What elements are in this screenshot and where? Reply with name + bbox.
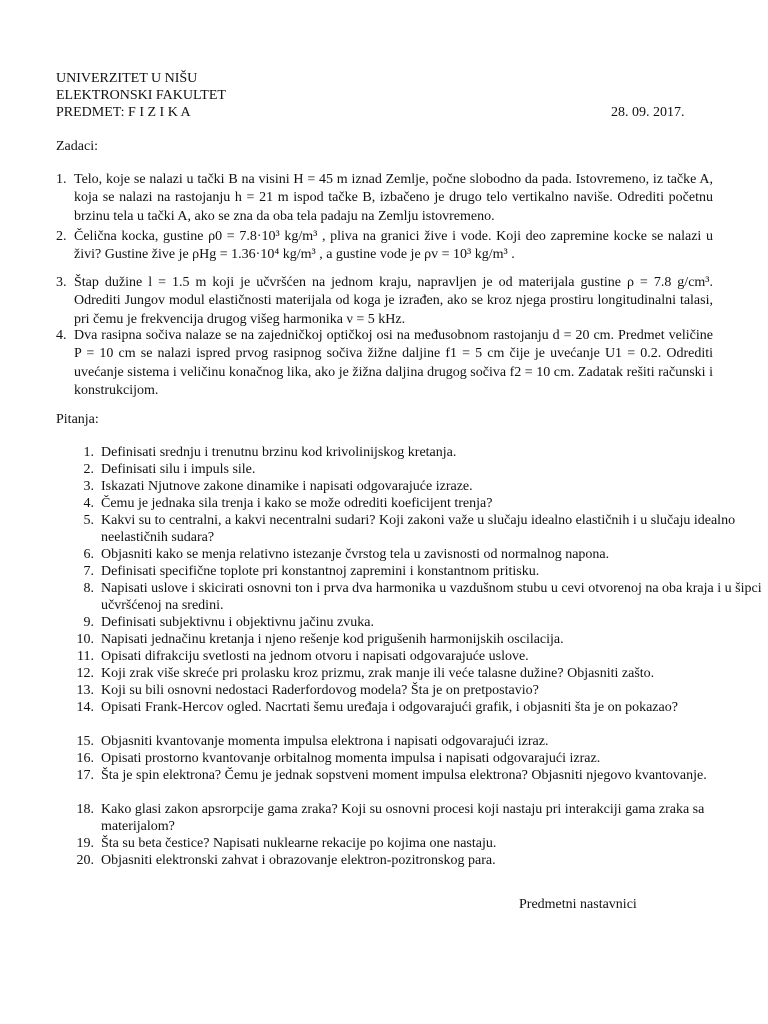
question-text: Napisati jednačinu kretanja i njeno rešenje kod prigušenih harmonijskih oscilacija. <box>101 632 564 647</box>
task-item <box>56 171 713 226</box>
question-number: 17. <box>76 768 94 783</box>
question-text: Koji zrak više skreće pri prolasku kroz prizmu, zrak manje ili veće talasne dužine? Objasniti zašto. <box>101 666 655 681</box>
question-text: Kakvi su to centralni, a kakvi necentralni sudari? Koji zakoni važe u slučaju idealno elastičnih i u slučaju idealno neelastičnih sudara? <box>101 513 736 545</box>
question-text: Opisati Frank-Hercov ogled. Nacrtati šemu uređaja i odgovarajući grafik, i objasniti šta je on pokazao? <box>101 700 678 715</box>
subject-line: PREDMET: F I Z I K A <box>56 105 191 120</box>
task-number: 2. <box>56 229 67 244</box>
question-number: 15. <box>76 734 94 749</box>
question-number: 3. <box>83 479 94 494</box>
faculty-name: ELEKTRONSKI FAKULTET <box>56 88 226 103</box>
exam-date: 28. 09. 2017. <box>611 105 685 120</box>
question-text: Definisati subjektivnu i objektivnu jačinu zvuka. <box>101 615 374 630</box>
question-text: Kako glasi zakon apsrorpcije gama zraka? Koji su osnovni procesi koji nastaju pri interakciji gama zraka sa materijalom? <box>101 802 705 834</box>
question-text: Opisati difrakciju svetlosti na jednom otvoru i napisati odgovarajuće uslove. <box>101 649 529 664</box>
question-text: Šta su beta čestice? Napisati nuklearne rekacije po kojima one nastaju. <box>101 836 497 851</box>
question-number: 8. <box>83 581 94 596</box>
question-number: 14. <box>76 700 94 715</box>
university-name: UNIVERZITET U NIŠU <box>56 71 198 86</box>
task-text: Telo, koje se nalazi u tački B na visini H = 45 m iznad Zemlje, počne slobodno da pada. Istovremeno, iz tačke A, koja se nalazi na rastojanju h = 21 m ispod tačke B, izbačeno je drugo telo vertikalno naviše. Odrediti početnu brzinu tela u tački A, ako se zna da oba tela padaju na Zemlju istovremeno. <box>74 172 713 224</box>
question-number: 4. <box>83 496 94 511</box>
question-text: Definisati srednju i trenutnu brzinu kod krivolinijskog kretanja. <box>101 445 457 460</box>
question-text: Iskazati Njutnove zakone dinamike i napisati odgovarajuće izraze. <box>101 479 473 494</box>
task-number: 4. <box>56 328 67 343</box>
task-text: Dva rasipna sočiva nalaze se na zajedničkoj optičkoj osi na međusobnom rastojanju d = 20 cm. Predmet veličine P = 10 cm se nalazi ispred prvog rasipnog sočiva žižne daljine f1 = 5 cm čije je uvećanje U1 = 0.2. Odrediti uvećanje sistema i veličinu konačnog lika, ako je žižna daljina drugog sočiva f2 = 10 cm. Zadatak rešiti računski i konstrukcijom. <box>74 328 713 398</box>
question-text: Definisati specifične toplote pri konstantnoj zapremini i konstantnom pritisku. <box>101 564 540 579</box>
question-number: 12. <box>76 666 94 681</box>
task-text: Čelična kocka, gustine ρ0 = 7.8·10³ kg/m³ , pliva na granici žive i vode. Koji deo zapremine kocke se nalazi u živi? Gustine žive je ρHg = 1.36·10⁴ kg/m³ , a gustine vode je ρv = 10³ kg/m³ . <box>74 229 713 263</box>
question-number: 13. <box>76 683 94 698</box>
questions-heading: Pitanja: <box>56 412 99 427</box>
question-number: 11. <box>77 649 94 664</box>
question-number: 1. <box>83 445 94 460</box>
question-text: Objasniti kvantovanje momenta impulsa elektrona i napisati odgovarajući izraz. <box>101 734 549 749</box>
question-text: Definisati silu i impuls sile. <box>101 462 256 477</box>
task-number: 3. <box>56 275 67 290</box>
question-text: Šta je spin elektrona? Čemu je jednak sopstveni moment impulsa elektrona? Objasniti njegovo kvantovanje. <box>101 768 707 783</box>
task-item <box>56 327 713 400</box>
question-number: 9. <box>83 615 94 630</box>
question-text: Čemu je jednaka sila trenja i kako se može odrediti koeficijent trenja? <box>101 496 493 511</box>
question-number: 20. <box>76 853 94 868</box>
task-text: Štap dužine l = 1.5 m koji je učvršćen na jednom kraju, napravljen je od materijala gustine ρ = 7.8 g/cm³. Odrediti Jungov modul elastičnosti materijala od koga je izrađen, ako se kroz njega prostiru longitudinalni talasi, pri čemu je frekvencija drugog višeg harmonika ν = 5 kHz. <box>74 275 713 327</box>
task-item <box>56 274 713 329</box>
question-number: 10. <box>76 632 94 647</box>
question-text: Koji su bili osnovni nedostaci Raderfordovog modela? Šta je on pretpostavio? <box>101 683 539 698</box>
question-number: 19. <box>76 836 94 851</box>
question-number: 16. <box>76 751 94 766</box>
question-number: 7. <box>83 564 94 579</box>
question-text: Objasniti kako se menja relativno istezanje čvrstog tela u zavisnosti od normalnog napona. <box>101 547 610 562</box>
signature: Predmetni nastavnici <box>519 897 637 912</box>
question-number: 6. <box>83 547 94 562</box>
question-text: Opisati prostorno kvantovanje orbitalnog momenta impulsa i napisati odgovarajući izraz. <box>101 751 601 766</box>
task-number: 1. <box>56 172 67 187</box>
task-item <box>56 228 713 265</box>
question-number: 5. <box>83 513 94 528</box>
tasks-heading: Zadaci: <box>56 139 98 154</box>
question-text: Objasniti elektronski zahvat i obrazovanje elektron-pozitronskog para. <box>101 853 496 868</box>
question-text: Napisati uslove i skicirati osnovni ton i prva dva harmonika u vazdušnom stubu u cevi otvorenoj na oba kraja i u šipci učvršćenoj na sredini. <box>101 581 762 613</box>
question-number: 2. <box>83 462 94 477</box>
question-number: 18. <box>76 802 94 817</box>
